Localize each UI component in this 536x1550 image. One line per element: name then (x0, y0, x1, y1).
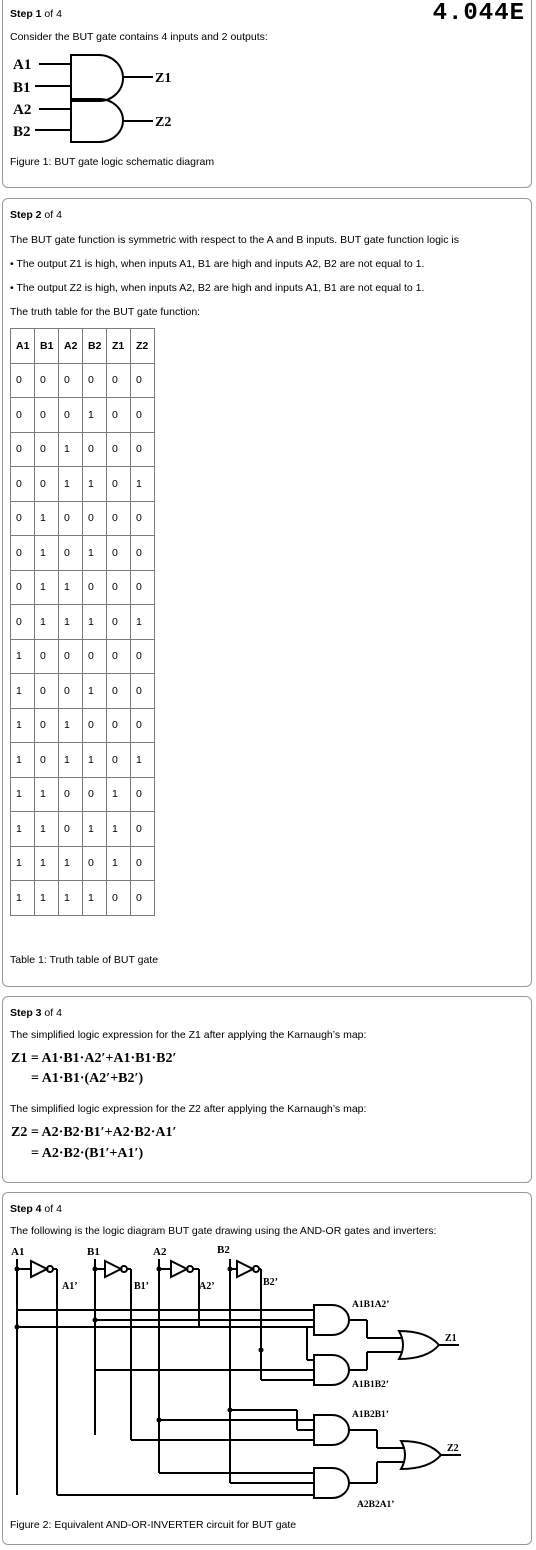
label-z1: Z1 (155, 71, 172, 86)
table-cell: 0 (35, 467, 59, 502)
table-cell: 1 (35, 881, 59, 916)
out-label-z1: Z1 (445, 1333, 457, 1344)
step-1-card (2, 0, 532, 188)
table-cell: 1 (83, 743, 107, 778)
table-cell: 1 (83, 536, 107, 571)
table-cell: 1 (11, 708, 35, 743)
truth-table-header-cell: B2 (83, 329, 107, 364)
table-cell: 1 (35, 605, 59, 640)
table-cell: 1 (59, 570, 83, 605)
label-b2: B2 (13, 124, 31, 140)
table-cell: 1 (131, 743, 155, 778)
z2-intro: The simplified logic expression for the Z2 after applying the Karnaugh’s map: (10, 1103, 367, 1115)
table-cell: 0 (107, 432, 131, 467)
in-label-a2: A2 (153, 1246, 167, 1258)
table-cell: 0 (35, 363, 59, 398)
table-cell: 1 (59, 432, 83, 467)
table-cell: 1 (35, 501, 59, 536)
step-1-title: Step 1 of 4 (10, 8, 62, 20)
table-cell: 1 (35, 777, 59, 812)
table-cell: 1 (59, 846, 83, 881)
table-cell: 0 (35, 743, 59, 778)
problem-number: 4.044E (432, 0, 525, 27)
table-cell: 0 (35, 708, 59, 743)
table-cell: 1 (59, 605, 83, 640)
table-cell: 0 (107, 674, 131, 709)
z2-equation-line-1: Z2 = A2·B2·B1′+A2·B2·A1′ (11, 1125, 177, 1140)
truth-table-header-row (11, 329, 155, 364)
table-cell: 1 (107, 777, 131, 812)
inv-label-a1n: A1’ (62, 1281, 78, 1292)
inv-label-a2n: A2’ (199, 1281, 215, 1292)
table-cell: 0 (83, 432, 107, 467)
table-cell: 0 (83, 501, 107, 536)
step-1-intro: Consider the BUT gate contains 4 inputs and 2 outputs: (10, 31, 268, 43)
table-cell: 0 (131, 570, 155, 605)
label-a1: A1 (13, 57, 32, 73)
table-cell: 0 (131, 501, 155, 536)
step-2-bullet-1: • The output Z1 is high, when inputs A1, B1 are high and inputs A2, B2 are not equal to 1. (10, 258, 425, 270)
label-a2: A2 (13, 102, 32, 118)
table-cell: 0 (107, 363, 131, 398)
table-cell: 0 (59, 812, 83, 847)
table-row (11, 777, 155, 812)
z1-intro: The simplified logic expression for the Z1 after applying the Karnaugh’s map: (10, 1029, 367, 1041)
table-cell: 0 (35, 674, 59, 709)
table-row (11, 432, 155, 467)
table-row (11, 363, 155, 398)
table-cell: 1 (11, 743, 35, 778)
table-cell: 1 (59, 467, 83, 502)
table-cell: 1 (59, 708, 83, 743)
step-2-card (2, 198, 532, 987)
table-cell: 0 (11, 398, 35, 433)
table-cell: 0 (131, 432, 155, 467)
table-cell: 0 (11, 501, 35, 536)
table-cell: 0 (59, 536, 83, 571)
table-cell: 0 (107, 639, 131, 674)
step-3-card (2, 996, 532, 1183)
table-cell: 1 (83, 674, 107, 709)
table-cell: 0 (107, 708, 131, 743)
z1-equation-line-2: = A1·B1·(A2′+B2′) (31, 1071, 144, 1086)
table-row (11, 812, 155, 847)
table-1-caption: Table 1: Truth table of BUT gate (10, 954, 159, 966)
table-row (11, 467, 155, 502)
table-cell: 0 (59, 398, 83, 433)
table-cell: 0 (83, 777, 107, 812)
gate-label-4: A2B2A1’ (357, 1500, 395, 1510)
in-label-b2: B2 (217, 1245, 230, 1256)
step-3-title: Step 3 of 4 (10, 1007, 62, 1019)
table-cell: 0 (59, 639, 83, 674)
table-cell: 1 (131, 605, 155, 640)
gate-label-2: A1B1B2’ (352, 1380, 389, 1390)
table-cell: 0 (35, 398, 59, 433)
table-cell: 0 (35, 432, 59, 467)
table-cell: 1 (35, 846, 59, 881)
table-cell: 1 (131, 467, 155, 502)
table-cell: 0 (11, 605, 35, 640)
table-cell: 0 (107, 605, 131, 640)
table-row (11, 674, 155, 709)
truth-table-header-cell: B1 (35, 329, 59, 364)
table-cell: 0 (107, 743, 131, 778)
step-4-intro: The following is the logic diagram BUT gate drawing using the AND-OR gates and inverters: (10, 1225, 437, 1237)
table-cell: 0 (11, 432, 35, 467)
label-z2: Z2 (155, 115, 172, 130)
table-cell: 0 (59, 777, 83, 812)
table-cell: 0 (59, 674, 83, 709)
table-cell: 1 (11, 777, 35, 812)
table-cell: 1 (83, 881, 107, 916)
but-gate-schematic (11, 53, 211, 143)
z2-equation-line-2: = A2·B2·(B1′+A1′) (31, 1146, 144, 1161)
table-cell: 0 (83, 570, 107, 605)
table-cell: 1 (11, 881, 35, 916)
step-2-intro: The BUT gate function is symmetric with respect to the A and B inputs. BUT gate function logic is (10, 234, 459, 246)
table-cell: 1 (11, 812, 35, 847)
step-4-title: Step 4 of 4 (10, 1203, 62, 1215)
in-label-a1: A1 (11, 1246, 25, 1258)
table-cell: 0 (11, 570, 35, 605)
table-cell: 0 (131, 812, 155, 847)
table-row (11, 708, 155, 743)
table-cell: 0 (107, 881, 131, 916)
table-cell: 0 (11, 467, 35, 502)
table-cell: 0 (131, 846, 155, 881)
gate-label-3: A1B2B1’ (352, 1410, 389, 1420)
table-row (11, 398, 155, 433)
table-row (11, 605, 155, 640)
table-row (11, 846, 155, 881)
table-row (11, 570, 155, 605)
table-cell: 1 (107, 846, 131, 881)
table-cell: 0 (59, 363, 83, 398)
table-cell: 0 (107, 536, 131, 571)
table-cell: 0 (107, 398, 131, 433)
table-row (11, 743, 155, 778)
table-cell: 0 (83, 708, 107, 743)
table-cell: 1 (11, 639, 35, 674)
table-cell: 0 (107, 501, 131, 536)
table-cell: 0 (107, 467, 131, 502)
table-cell: 1 (35, 570, 59, 605)
table-row (11, 536, 155, 571)
table-cell: 0 (83, 639, 107, 674)
truth-table-header-cell: A2 (59, 329, 83, 364)
inv-label-b2n: B2’ (263, 1277, 278, 1288)
out-label-z2: Z2 (447, 1443, 459, 1454)
table-cell: 0 (131, 674, 155, 709)
table-cell: 0 (131, 398, 155, 433)
gate-label-1: A1B1A2’ (352, 1300, 390, 1310)
table-cell: 1 (83, 812, 107, 847)
z1-equation-line-1: Z1 = A1·B1·A2′+A1·B1·B2′ (11, 1051, 177, 1066)
table-cell: 1 (11, 846, 35, 881)
truth-table-header-cell: Z1 (107, 329, 131, 364)
table-cell: 1 (35, 536, 59, 571)
table-cell: 0 (83, 363, 107, 398)
table-cell: 0 (131, 536, 155, 571)
table-cell: 0 (107, 570, 131, 605)
and-or-inverter-circuit (7, 1245, 477, 1515)
truth-table-header-cell: A1 (11, 329, 35, 364)
table-cell: 0 (83, 846, 107, 881)
table-cell: 1 (83, 605, 107, 640)
table-row (11, 881, 155, 916)
table-cell: 0 (131, 708, 155, 743)
table-row (11, 639, 155, 674)
table-cell: 0 (131, 363, 155, 398)
table-cell: 0 (11, 363, 35, 398)
table-cell: 1 (83, 398, 107, 433)
truth-table (10, 328, 155, 916)
table-cell: 0 (11, 536, 35, 571)
step-2-title: Step 2 of 4 (10, 209, 62, 221)
label-b1: B1 (13, 80, 31, 96)
table-cell: 1 (35, 812, 59, 847)
table-cell: 0 (131, 639, 155, 674)
table-cell: 0 (131, 881, 155, 916)
table-cell: 1 (11, 674, 35, 709)
table-cell: 1 (59, 743, 83, 778)
table-cell: 1 (83, 467, 107, 502)
truth-table-header-cell: Z2 (131, 329, 155, 364)
table-cell: 0 (35, 639, 59, 674)
table-cell: 0 (131, 777, 155, 812)
truth-table-intro: The truth table for the BUT gate function: (10, 306, 201, 318)
table-cell: 1 (59, 881, 83, 916)
table-cell: 1 (107, 812, 131, 847)
figure-1-caption: Figure 1: BUT gate logic schematic diagram (10, 156, 215, 168)
table-cell: 0 (59, 501, 83, 536)
table-row (11, 501, 155, 536)
step-2-bullet-2: • The output Z2 is high, when inputs A2, B2 are high and inputs A1, B1 are not equal to 1. (10, 282, 425, 294)
inv-label-b1n: B1’ (134, 1281, 149, 1292)
step-4-card (2, 1192, 532, 1545)
in-label-b1: B1 (87, 1246, 100, 1258)
figure-2-caption: Figure 2: Equivalent AND-OR-INVERTER circuit for BUT gate (10, 1519, 297, 1531)
